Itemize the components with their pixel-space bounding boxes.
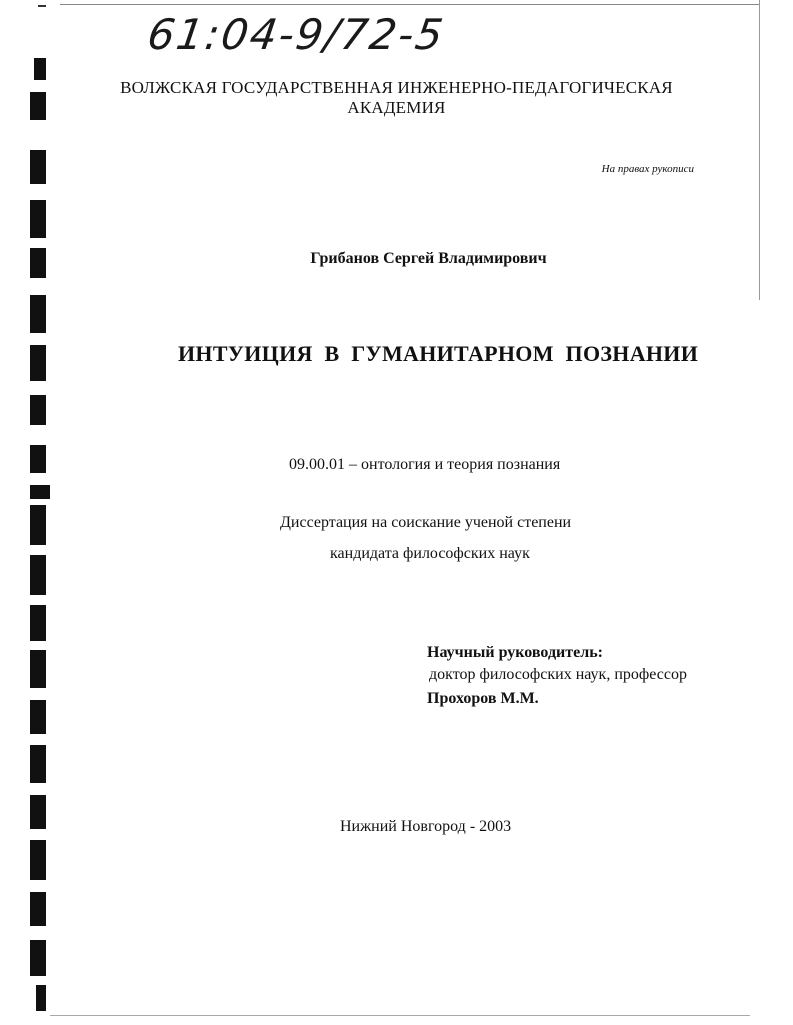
- dissertation-degree-line-2: кандидата философских наук: [330, 545, 530, 562]
- scan-bottom-edge-line: [50, 1015, 750, 1016]
- scan-top-edge-line: [60, 4, 760, 5]
- manuscript-rights-note: На правах рукописи: [601, 163, 694, 175]
- institution-name: [0, 78, 793, 118]
- dissertation-degree-line-1: Диссертация на соискание ученой степени: [280, 514, 572, 531]
- supervisor-degree: доктор философских наук, профессор: [429, 666, 687, 683]
- author-name: Грибанов Сергей Владимирович: [310, 250, 547, 267]
- scan-corner-mark: [38, 5, 46, 7]
- handwritten-archive-code: 61:04-9/72-5: [144, 10, 448, 59]
- supervisor-name: Прохоров М.М.: [427, 690, 539, 707]
- supervisor-heading: Научный руководитель:: [427, 644, 603, 661]
- dissertation-title: ИНТУИЦИЯ В ГУМАНИТАРНОМ ПОЗНАНИИ: [178, 341, 699, 366]
- specialty-code: 09.00.01 – онтология и теория познания: [289, 456, 561, 473]
- institution-line-1: ВОЛЖСКАЯ ГОСУДАРСТВЕННАЯ ИНЖЕНЕРНО-ПЕДАГОГИЧЕСКАЯ: [120, 78, 673, 97]
- institution-line-2: АКАДЕМИЯ: [347, 98, 446, 117]
- place-and-year: Нижний Новгород - 2003: [340, 818, 512, 835]
